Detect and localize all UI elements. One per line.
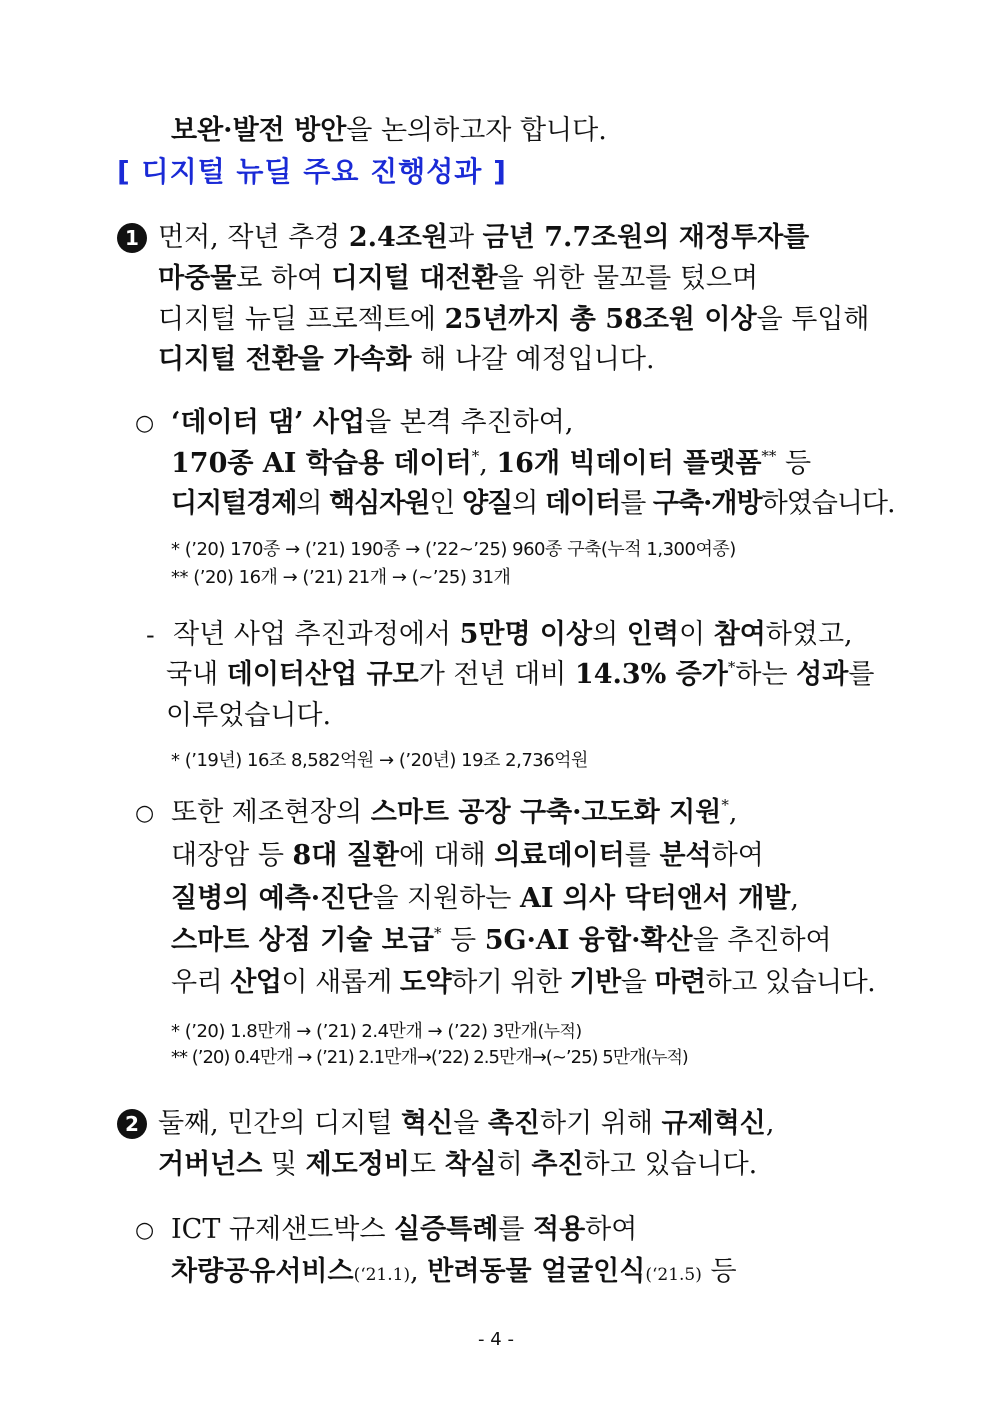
s1-line-3: 디지털 뉴딜 프로젝트에 25년까지 총 58조원 이상을 투입해	[158, 304, 870, 335]
circle-bullet-icon: ○	[135, 1218, 155, 1243]
b2-line-5: 우리 산업이 새롭게 도약하기 위한 기반을 마련하고 있습니다.	[171, 967, 876, 998]
b2-line-3: 질병의 예측·진단을 지원하는 AI 의사 닥터앤서 개발,	[171, 883, 799, 914]
d1-note: * (’19년) 16조 8,582억원 → (’20년) 19조 2,736억원	[171, 750, 588, 771]
intro-line	[171, 113, 607, 149]
b1-line-3: 디지털경제의 핵심자원인 양질의 데이터를 구축·개방하였습니다.	[171, 488, 895, 519]
circle-bullet-icon: ○	[135, 801, 155, 826]
d1-line-3: 이루었습니다.	[166, 700, 332, 731]
b2-line-2: 대장암 등 8대 질환에 대해 의료데이터를 분석하여	[171, 840, 764, 871]
b2-line-1: 또한 제조현장의 스마트 공장 구축·고도화 지원*,	[171, 796, 738, 828]
dash-bullet-icon: -	[146, 621, 155, 649]
circle-bullet-icon: ○	[135, 411, 155, 436]
s2-line-1: 둘째, 민간의 디지털 혁신을 촉진하기 위해 규제혁신,	[158, 1108, 775, 1139]
page-number: - 4 -	[478, 1329, 514, 1350]
s2-line-2: 거버넌스 및 제도정비도 착실히 추진하고 있습니다.	[158, 1149, 758, 1180]
b2-line-4: 스마트 상점 기술 보급* 등 5G·AI 융합·확산을 추진하여	[171, 924, 832, 956]
d1-line-1: 작년 사업 추진과정에서 5만명 이상의 인력이 참여하였고,	[173, 619, 853, 650]
s1-line-2: 마중물로 하여 디지털 대전환을 위한 물꼬를 텄으며	[158, 263, 759, 294]
s1-line-1: 먼저, 작년 추경 2.4조원과 금년 7.7조원의 재정투자를	[158, 222, 810, 253]
d1-line-2: 국내 데이터산업 규모가 전년 대비 14.3% 증가*하는 성과를	[166, 658, 875, 690]
intro-text: 을 논의하고자 합니다.	[346, 115, 607, 146]
b1-line-1: ‘데이터 댐’ 사업을 본격 추진하여,	[171, 407, 574, 438]
b3-line-2: 차량공유서비스(‘21.1), 반려동물 얼굴인식(‘21.5) 등	[171, 1256, 737, 1287]
b1-note-1: * (’20) 170종 → (’21) 190종 → (’22~’25) 960종 구축(누적 1,300여종)	[171, 539, 736, 560]
b3-line-1: ICT 규제샌드박스 실증특례를 적용하여	[171, 1214, 638, 1245]
b2-note-1: * (’20) 1.8만개 → (’21) 2.4만개 → (’22) 3만개(누적)	[171, 1021, 582, 1042]
b1-note-2: ** (’20) 16개 → (’21) 21개 → (~’25) 31개	[171, 567, 511, 588]
intro-bold: 보완·발전 방안	[171, 115, 347, 146]
b2-note-2: ** (’20) 0.4만개 → (’21) 2.1만개→(’22) 2.5만개→(~’25) 5만개(누적)	[171, 1047, 688, 1068]
b1-line-2: 170종 AI 학습용 데이터*, 16개 빅데이터 플랫폼** 등	[171, 447, 812, 479]
number-one-icon: 1	[117, 223, 147, 253]
section-heading: [ 디지털 뉴딜 주요 진행성과 ]	[117, 155, 507, 188]
s1-line-4: 디지털 전환을 가속화 해 나갈 예정입니다.	[158, 344, 655, 375]
number-two-icon: 2	[117, 1109, 147, 1139]
